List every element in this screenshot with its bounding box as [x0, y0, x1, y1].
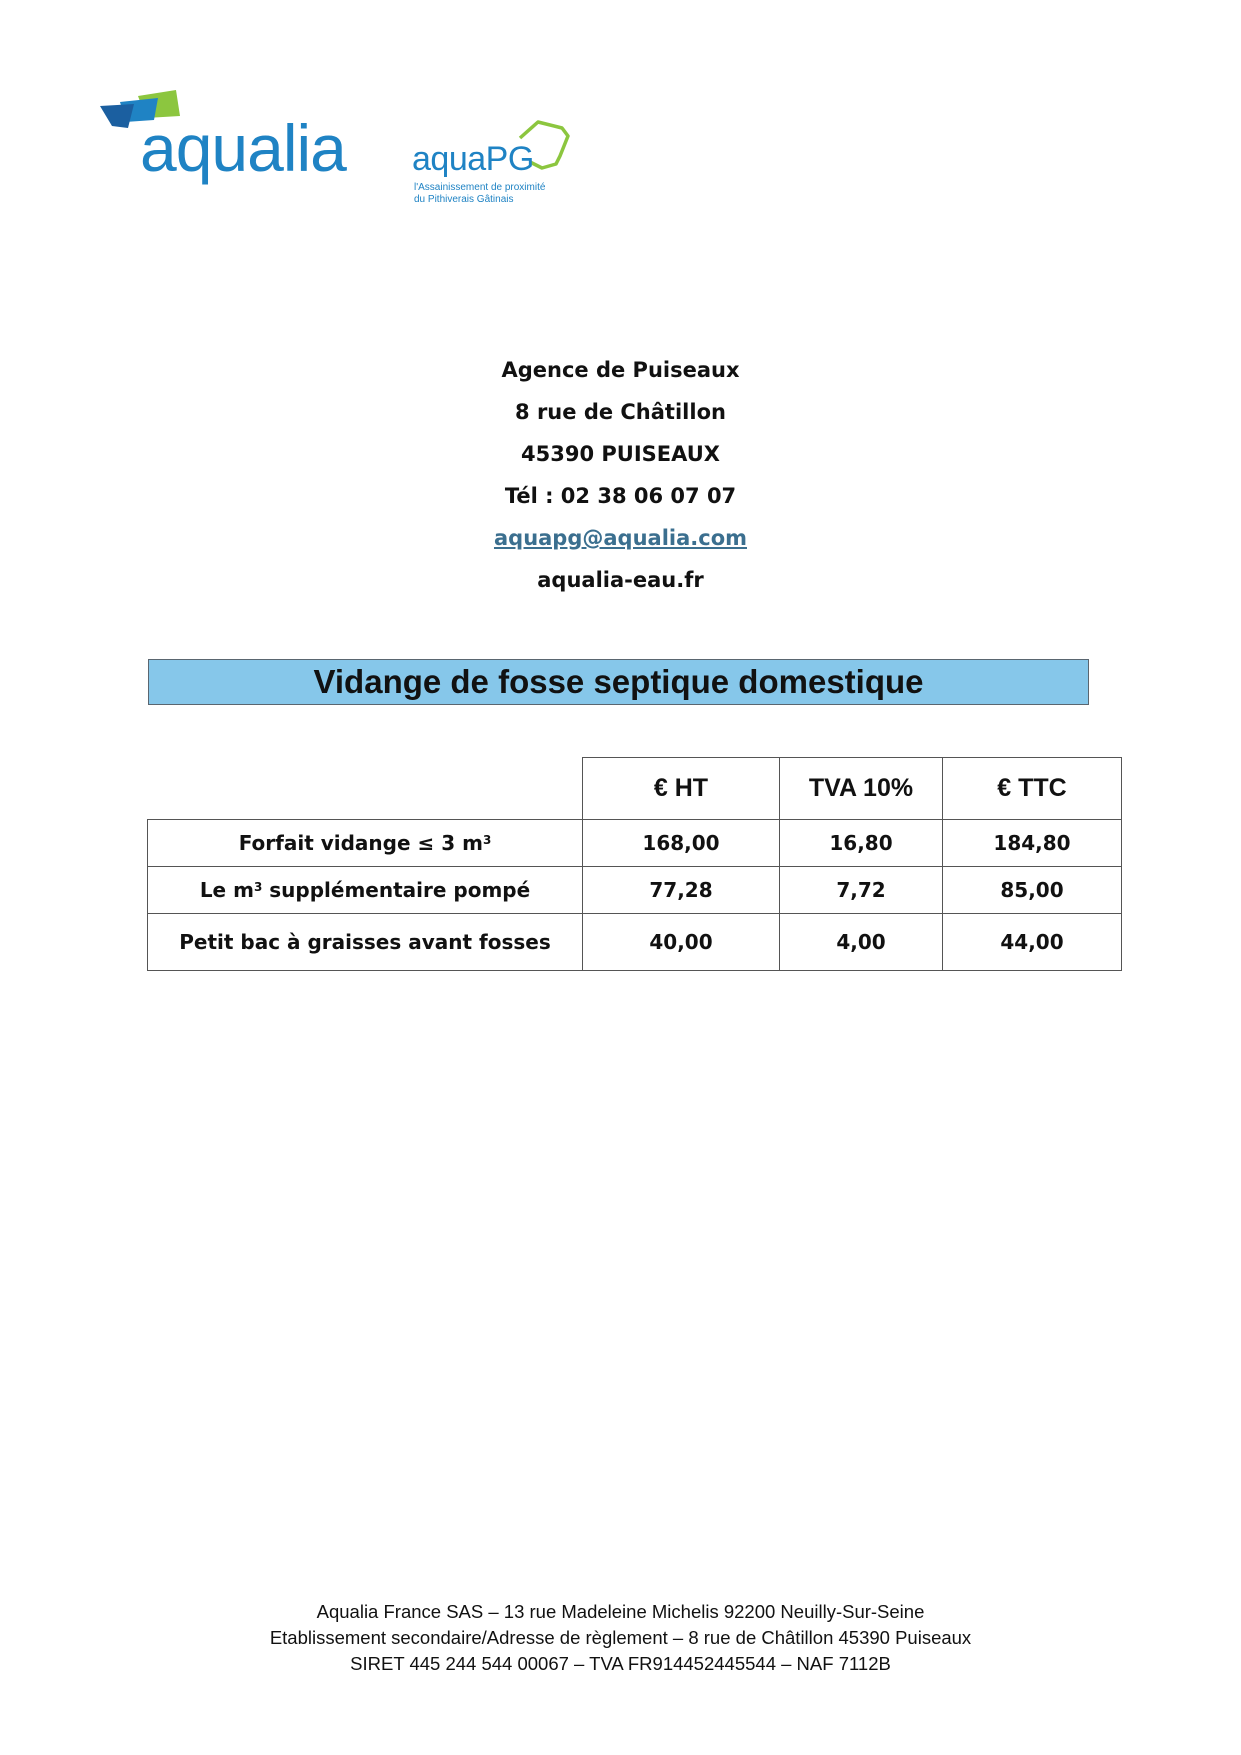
row-label: Le $m^3$ supplémentaire pompé: [148, 867, 583, 914]
table-row: [148, 867, 1122, 914]
aquapg-tagline: l'Assainissement de proximité du Pithiverais Gâtinais: [414, 182, 546, 205]
city-address: 45390 PUISEAUX: [521, 442, 720, 466]
header-ht: € HT: [583, 758, 780, 820]
row-label: Petit bac à graisses avant fosses: [148, 914, 583, 971]
footer-company: Aqualia France SAS – 13 rue Madeleine Michelis 92200 Neuilly-Sur-Seine: [316, 1601, 925, 1622]
table-corner: [148, 758, 583, 820]
row-label: Forfait vidange ≤ 3 $m^3$: [148, 820, 583, 867]
cell-tva: 16,80: [780, 820, 943, 867]
aquapg-wordmark: aquaPG: [412, 140, 534, 178]
table-row: [148, 914, 1122, 971]
table-row: [148, 820, 1122, 867]
header-tva: TVA 10%: [780, 758, 943, 820]
cell-ttc: 44,00: [943, 914, 1122, 971]
aqualia-wordmark: aqualia: [140, 111, 346, 185]
agency-name: Agence de Puiseaux: [501, 358, 740, 382]
cell-ht: 40,00: [583, 914, 780, 971]
street-address: 8 rue de Châtillon: [515, 400, 726, 424]
price-table: [147, 757, 1122, 971]
page-title: Vidange de fosse septique domestique: [148, 659, 1089, 705]
email-link[interactable]: aquapg@aqualia.com: [493, 526, 747, 550]
cell-ttc: 184,80: [943, 820, 1122, 867]
aqualia-logo: [98, 88, 368, 198]
cell-tva: 7,72: [780, 867, 943, 914]
contact-block: [0, 349, 1241, 601]
footer-address: Etablissement secondaire/Adresse de règlement – 8 rue de Châtillon 45390 Puiseaux: [269, 1627, 972, 1648]
cell-ttc: 85,00: [943, 867, 1122, 914]
cell-tva: 4,00: [780, 914, 943, 971]
aquapg-logo: [410, 118, 580, 218]
header-ttc: € TTC: [943, 758, 1122, 820]
cell-ht: 168,00: [583, 820, 780, 867]
footer-registration: SIRET 445 244 544 00067 – TVA FR914452445544 – NAF 7112B: [350, 1653, 891, 1674]
cell-ht: 77,28: [583, 867, 780, 914]
phone-number: Tél : 02 38 06 07 07: [504, 484, 737, 508]
website: aqualia-eau.fr: [537, 568, 704, 592]
footer: [0, 1599, 1241, 1677]
